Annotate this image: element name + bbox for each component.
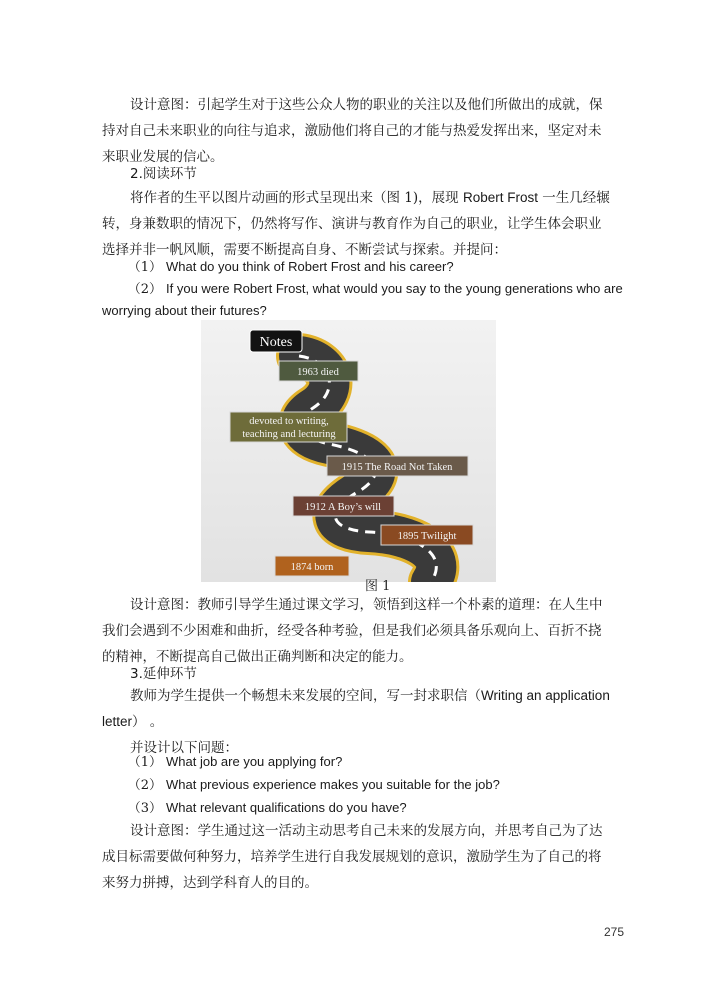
heading-text: 3.延伸环节	[130, 666, 197, 682]
milestone-devoted	[230, 412, 347, 442]
milestone-label: 1912 A Boy’s will	[304, 502, 382, 513]
text-line: 转，身兼数职的情况下，仍然将写作、演讲与教育作为自己的职业，让学生体会职业	[102, 216, 602, 232]
milestone-1963-died	[279, 361, 358, 381]
text-line: 的精神，不断提高自己做出正确判断和决定的能力。	[102, 649, 413, 665]
text-line	[102, 683, 622, 709]
text-line: 成目标需要做何种努力，培养学生进行自我发展规划的意识，激励学生为了自己的将	[102, 849, 602, 865]
extension-paragraph	[102, 683, 622, 761]
reading-question-2	[102, 278, 632, 301]
text-line: 设计意图：引起学生对于这些公众人物的职业的关注以及他们所做出的成就，保	[130, 97, 603, 113]
milestone-label: devoted to writing,	[249, 416, 329, 427]
figure-caption: 图 1	[365, 579, 391, 594]
question-text: worrying about their futures?	[102, 303, 267, 318]
milestone-1915-road-not-taken	[327, 456, 468, 476]
text-line: 我们会遇到不少困难和曲折，经受各种考验，但是我们必须具备乐观向上、百折不挠	[102, 623, 602, 639]
text-line: 选择并非一帆风顺，需要不断提高自身、不断尝试与探索。并提问：	[102, 242, 507, 258]
design-intent-paragraph-3	[102, 818, 622, 896]
milestone-label: 1895 Twilight	[397, 531, 457, 542]
text-line	[102, 185, 622, 211]
text-line	[102, 709, 622, 735]
author-name: Robert Frost	[462, 190, 538, 205]
heading-text: 2.阅读环节	[130, 166, 197, 182]
milestone-1874-born	[275, 556, 349, 576]
reading-paragraph	[102, 185, 622, 263]
milestone-1895-twilight	[381, 525, 473, 545]
question-text: What do you think of Robert Frost and his career?	[166, 259, 454, 274]
question-number: （2）	[127, 282, 162, 297]
notes-label: Notes	[259, 335, 293, 350]
question-number: （1）	[127, 755, 162, 770]
section-heading-reading	[102, 161, 622, 187]
question-number: （1）	[127, 260, 162, 275]
design-intent-paragraph-1	[102, 92, 622, 170]
question-text: What relevant qualifications do you have?	[166, 800, 407, 815]
milestone-1912-a-boys-will	[293, 496, 394, 516]
question-number: （2）	[127, 778, 162, 793]
text-line: 来职业发展的信心。	[102, 149, 224, 165]
extension-question-3	[102, 797, 632, 820]
extension-question-2	[102, 774, 632, 797]
milestone-label: 1874 born	[290, 562, 334, 573]
text-line: 设计意图：学生通过这一活动主动思考自己未来的发展方向，并思考自己为了达	[130, 823, 603, 839]
text-line: 来努力拼搏，达到学科育人的目的。	[102, 875, 318, 891]
text-fragment: letter	[102, 714, 133, 729]
milestone-label: 1963 died	[297, 367, 339, 378]
text-fragment: 将作者的生平以图片动画的形式呈现出来（图 1)，展现	[130, 190, 459, 206]
page-number: 275	[604, 925, 625, 939]
question-text: If you were Robert Frost, what would you say to the young generations who are	[166, 281, 623, 296]
question-text: What job are you applying for?	[166, 754, 343, 769]
extension-question-1	[102, 751, 632, 774]
winding-road-illustration	[201, 320, 496, 582]
robert-frost-timeline-figure	[201, 320, 496, 582]
question-number: （3）	[127, 801, 162, 816]
milestone-label: teaching and lecturing	[242, 429, 336, 440]
design-intent-paragraph-2	[102, 592, 622, 670]
text-line: 设计意图：教师引导学生通过课文学习，领悟到这样一个朴素的道理：在人生中	[130, 597, 603, 613]
milestone-label: 1915 The Road Not Taken	[341, 462, 453, 473]
text-line: 并设计以下问题：	[130, 740, 238, 756]
text-fragment: 教师为学生提供一个畅想未来发展的空间，写一封求职信（	[130, 688, 481, 704]
text-fragment: Writing an application	[481, 688, 610, 703]
text-fragment: ） 。	[132, 714, 164, 730]
text-fragment: 一生几经辗	[542, 190, 610, 206]
text-line: 持对自己未来职业的向往与追求，激励他们将自己的才能与热爱发挥出来，坚定对未	[102, 123, 602, 139]
question-text: What previous experience makes you suitable for the job?	[166, 777, 500, 792]
reading-question-1	[102, 256, 632, 279]
